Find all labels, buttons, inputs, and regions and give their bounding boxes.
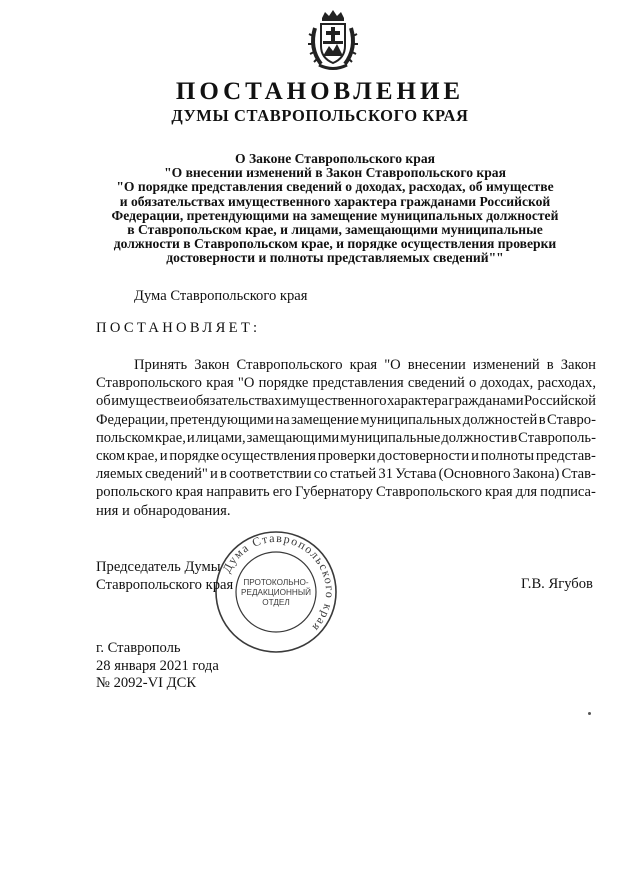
body-word: должности [441,429,510,446]
body-word: Став- [561,466,596,483]
body-word: Ставропольского [376,484,482,501]
resolution-body [96,356,596,520]
body-word: и [159,447,168,464]
law-heading-line: Федерации, претендующими на замещение муниципальных должностей [111,207,559,223]
body-line [96,447,596,465]
resolves-heading: ПОСТАНОВЛЯЕТ: [96,320,261,336]
body-word: края [485,484,513,501]
body-word: края [206,375,234,392]
law-heading-line: достоверности и полноты представляемых сведений"" [166,250,504,266]
place-of-signing: г. Ставрополь [96,640,181,656]
body-word: претендующими [170,411,274,428]
body-word: достоверности [377,447,470,464]
document-number: № 2092-VI ДСК [96,675,197,691]
body-word: соответствии [229,466,312,483]
body-line [96,392,596,410]
stamp-inner-line: РЕДАКЦИОННЫЙ [241,588,311,597]
body-word: осуществления [220,447,316,464]
body-word: подписа- [540,484,596,501]
body-word: лицами, [195,429,246,446]
body-word: направить [206,484,270,501]
body-word: имущественного [282,393,387,410]
body-word: имуществе [111,393,180,410]
body-line [96,465,596,483]
stamp-inner-line: ПРОТОКОЛЬНО- [243,578,309,587]
body-word: расходах, [537,375,596,392]
body-word: Закон [194,357,230,373]
body-word: Ставро- [547,411,596,428]
document-issuer: ДУМЫ СТАВРОПОЛЬСКОГО КРАЯ [171,106,469,125]
body-word: края [349,357,378,373]
body-word: полноты [480,447,535,464]
stamp-outer-text: Дума Ставропольского края [219,530,338,636]
body-word: проверки [317,447,376,464]
date-of-signing: 28 января 2021 года [96,657,219,674]
stavropol-coat-of-arms-icon [305,8,361,72]
law-heading-line: "О внесении изменений в Закон Ставропольского края [164,165,506,181]
body-word: в [546,357,554,373]
body-word: в [510,429,518,446]
law-heading [70,152,600,266]
body-word: для [515,484,538,501]
body-word: Федерации, [96,411,169,428]
body-word: изменений [472,357,540,373]
stamp-inner-line: ОТДЕЛ [262,598,290,607]
body-word: Ставропольского [96,375,202,392]
body-word: Губернатору [295,484,373,501]
body-line [96,483,596,501]
signatory-position [96,558,233,594]
law-heading-line: "О порядке представления сведений о доходах, расходах, об имуществе [116,179,554,195]
body-word: Закон [560,357,596,373]
body-word: и [210,466,218,483]
body-line [96,411,596,429]
body-word: Ставрополь- [518,429,596,446]
body-word: представления [312,375,404,392]
body-word: крае, [154,429,186,446]
body-word: об [96,393,111,410]
body-word: должностей [462,411,538,428]
body-word: ния и обнародования. [96,502,231,519]
body-word: ропольского [96,484,173,501]
body-word: (Основного [438,466,511,483]
law-heading-line: О Законе Ставропольского края [235,151,435,166]
body-word: Принять [134,357,188,373]
body-word: сведений" [145,466,208,483]
body-word: ляемых [96,466,143,483]
body-line [96,374,596,392]
body-word: "О [237,375,255,392]
body-word: в [538,411,546,428]
signatory-position-line: Председатель Думы [96,559,221,575]
scan-mark [588,712,591,715]
body-word: и [471,447,479,464]
body-word: гражданами [448,393,524,410]
body-word: порядке [258,375,309,392]
body-line [96,502,596,520]
body-word: на [275,411,290,428]
body-word: обязательствах [188,393,282,410]
body-word: Устава [395,466,437,483]
body-word: ском [96,447,126,464]
body-word: замещение [291,411,359,428]
signatory-position-line: Ставропольского края [96,577,234,593]
body-word: "О [384,357,401,373]
body-line [96,429,596,447]
body-word: о [468,375,477,392]
body-word: крае, [126,447,158,464]
body-word: его [272,484,293,501]
document-footer [96,640,219,693]
body-word: замещающими [246,429,340,446]
body-word: муниципальные [340,429,441,446]
body-word: 31 [378,466,394,483]
body-word: внесении [407,357,466,373]
signatory-name: Г.В. Ягубов [521,576,593,592]
body-word: порядке [169,447,220,464]
body-word: Российской [524,393,596,410]
body-word: статьей [329,466,377,483]
law-heading-line: и обязательствах имущественного характера гражданами Российской [119,193,551,209]
body-word: Закона) [512,466,560,483]
body-word: края [175,484,204,501]
addressee: Дума Ставропольского края [134,288,308,304]
body-word: сведений [407,375,465,392]
body-word: доходах, [480,375,534,392]
body-word: в [220,466,227,483]
law-heading-line: в Ставропольском крае, и лицами, замещающими муниципальные [127,222,543,238]
body-word: представ- [535,447,596,464]
law-heading-line: должности в Ставропольском крае, и порядке осуществления проверки [113,236,557,252]
body-word: и [180,393,189,410]
body-word: муниципальных [360,411,462,428]
body-word: и [186,429,195,446]
document-title: ПОСТАНОВЛЕНИЕ [175,78,465,105]
body-word: Ставропольского [236,357,343,373]
body-word: со [313,466,328,483]
body-word: польском [96,429,154,446]
body-word: характера [387,393,448,410]
body-line [96,356,596,374]
